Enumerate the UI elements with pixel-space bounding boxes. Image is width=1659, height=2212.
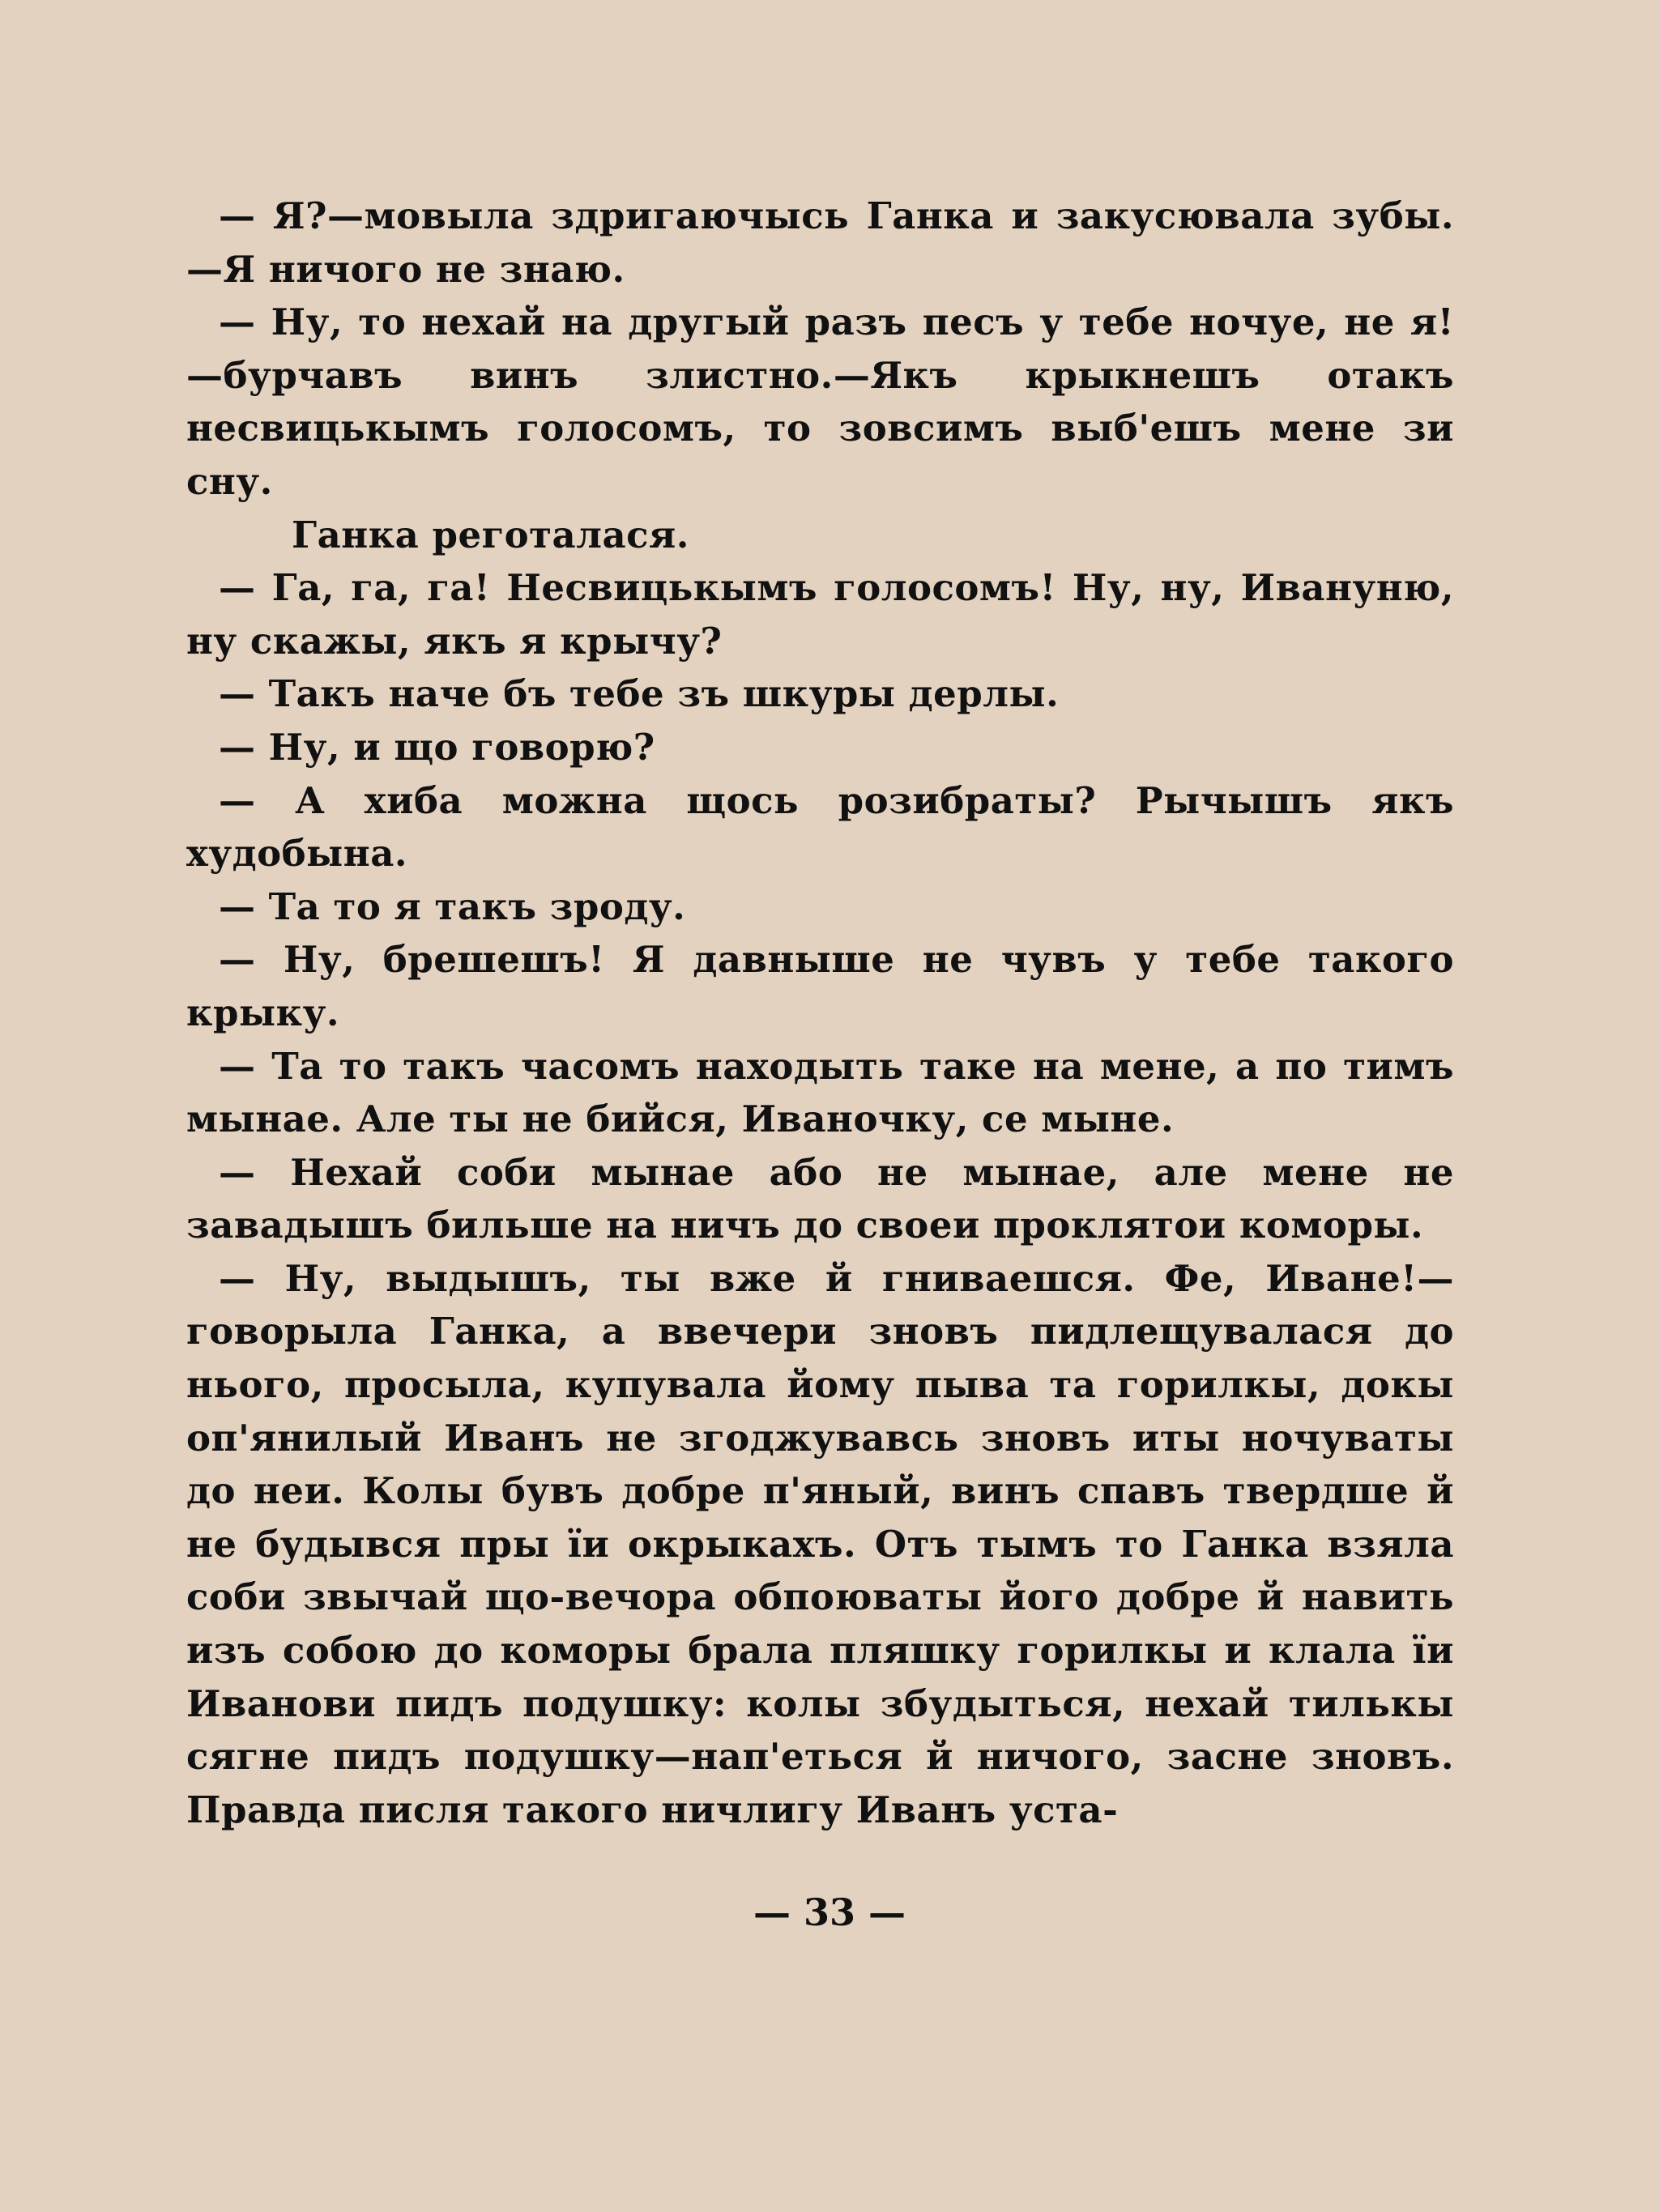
- dialogue-paragraph: — Такъ наче бъ тебе зъ шкуры дерлы.: [219, 672, 1060, 716]
- dialogue-paragraph: — Я?—мовыла здригаючысь Ганка и закусювала зубы.—Я ничого не знаю.: [186, 194, 1454, 291]
- dialogue-paragraph: — Га, га, га! Несвицькымъ голосомъ! Ну, ну, Ивануню, ну скажы, якъ я крычу?: [186, 566, 1454, 663]
- dialogue-paragraph: — Ну, то нехай на другый разъ песъ у тебе ночуе, не я!—бурчавъ винъ злистно.—Якъ крыкнешъ отакъ несвицькымъ голосомъ, то зовсимъ выб'ешъ мене зи сну.: [186, 300, 1454, 503]
- dialogue-paragraph: — А хиба можна щось розибраты? Рычышъ якъ худобына.: [186, 778, 1454, 876]
- dialogue-paragraph: — Та то я такъ зроду.: [219, 884, 686, 928]
- dialogue-paragraph: — Ну, выдышъ, ты вже й гниваешся. Фе, Иване!—говорыла Ганка, а ввечери зновъ пидлещувалася до нього, просыла, купувала йому пыва та горилкы, докы оп'янилый Иванъ не згоджувавсь зновъ иты ночуваты до неи. Колы бувъ добре п'яный, винъ спавъ твердше й не будывся пры ïи окрыкахъ. Отъ тымъ то Ганка взяла соби звычай що-вечора обпоюваты його добре й навить изъ собою до коморы брала пляшку горилкы и клала ïи Иванови пидъ подушку: колы збудыться, нехай тилькы сягне пидъ подушку—нап'еться й ничого, засне зновъ. Правда писля такого ничлигу Иванъ уста-: [186, 1256, 1454, 1831]
- dialogue-paragraph: — Нехай соби мынае або не мынае, але мене не завадышъ бильше на ничъ до своеи проклятои коморы.: [186, 1150, 1454, 1247]
- page-number: — 33 —: [753, 1890, 906, 1934]
- page-body-text: [186, 190, 1454, 1836]
- dialogue-paragraph: — Ну, и що говорю?: [219, 725, 655, 769]
- narrative-paragraph: Ганка реготалася.: [292, 513, 689, 556]
- dialogue-paragraph: — Ну, брешешъ! Я давныше не чувъ у тебе такого крыку.: [186, 938, 1454, 1034]
- dialogue-paragraph: — Та то такъ часомъ находыть таке на мене, а по тимъ мынае. Але ты не бийся, Иваночку, се мыне.: [186, 1044, 1454, 1141]
